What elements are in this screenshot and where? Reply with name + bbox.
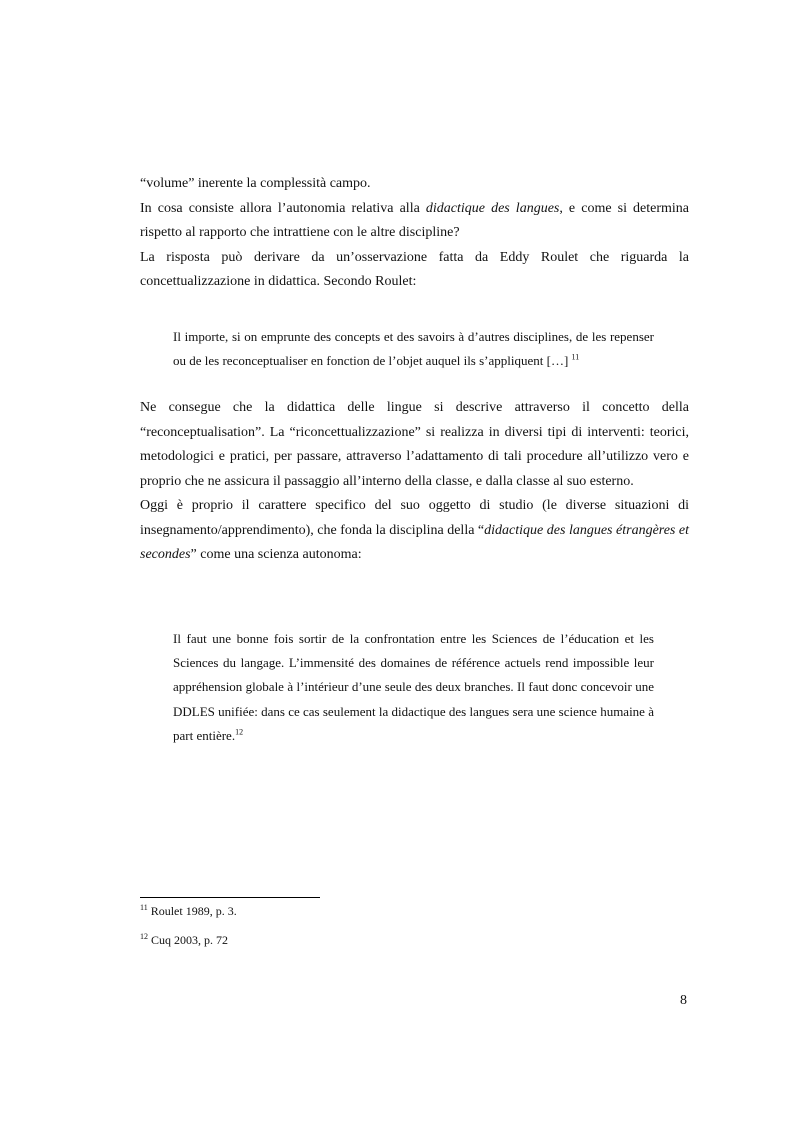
quote-text: Il importe, si on emprunte des concepts et des savoirs à d’autres disciplines, de les repenser ou de les reconceptualiser en fonction de l’objet auquel ils s’appliquent […] <box>173 329 654 369</box>
quote-paragraph <box>173 627 654 748</box>
footnote-text: Cuq 2003, p. 72 <box>148 933 229 947</box>
autonomy-text-start: Oggi è proprio il carattere specifico del suo oggetto di studio (le diverse situazioni di insegnamento/apprendimento), che fonda la disciplina della “ <box>140 498 689 538</box>
continuation-line: “volume” inerente la complessità campo. <box>140 176 371 191</box>
quote-paragraph <box>173 325 654 373</box>
footnote-text: Roulet 1989, p. 3. <box>147 904 237 918</box>
footnote-number: 12 <box>140 932 148 941</box>
page-number: 8 <box>680 993 687 1008</box>
question-emphasis: didactique des langues <box>425 200 560 216</box>
block-quote-cuq <box>173 627 654 748</box>
body-section-two <box>140 396 689 568</box>
footnote-separator <box>140 897 320 898</box>
question-text-end: , e come si determina rispetto al rapporto che intrattiene con le altre discipline? <box>140 200 690 240</box>
footnote-ref: 11 <box>571 352 580 362</box>
autonomy-paragraph <box>140 494 689 568</box>
autonomy-text-end: ” come una scienza autonoma: <box>190 547 362 562</box>
footnote-12 <box>140 933 228 948</box>
block-quote-roulet <box>173 325 654 373</box>
answer-paragraph: La risposta può derivare da un’osservazione fatta da Eddy Roulet che riguarda la concettualizzazione in didattica. Secondo Roulet: <box>140 249 689 289</box>
quote-text: Il faut une bonne fois sortir de la confrontation entre les Sciences de l’éducation et les Sciences du langage. L’immensité des domaines de référence actuels rend impossible leur appréhension globale à l’intérieur d’une seule des deux branches. Il faut donc concevoir une DDLES unifiée: dans ce cas seulement la didactique des langues sera une science humaine à part entière. <box>173 631 654 743</box>
reconceptualisation-paragraph: Ne consegue che la didattica delle lingue si descrive attraverso il concetto della “reconceptualisation”. La “riconcettualizzazione” si realizza in diversi tipi di interventi: teorici, metodologici e pratici, per passare, attraverso l’adattamento di tali procedure all’utilizzo vero e proprio che ne assicura il passaggio all’interno della classe, e dalla classe al suo esterno. <box>140 400 689 489</box>
autonomy-emphasis: didactique des langues étrangères et secondes <box>140 522 689 562</box>
body-section-one <box>140 172 689 295</box>
footnote-11 <box>140 904 237 919</box>
footnote-number: 11 <box>140 903 148 912</box>
question-paragraph <box>140 197 689 246</box>
question-text-start: In cosa consiste allora l’autonomia relativa alla <box>140 200 426 216</box>
footnote-ref: 12 <box>235 727 244 737</box>
